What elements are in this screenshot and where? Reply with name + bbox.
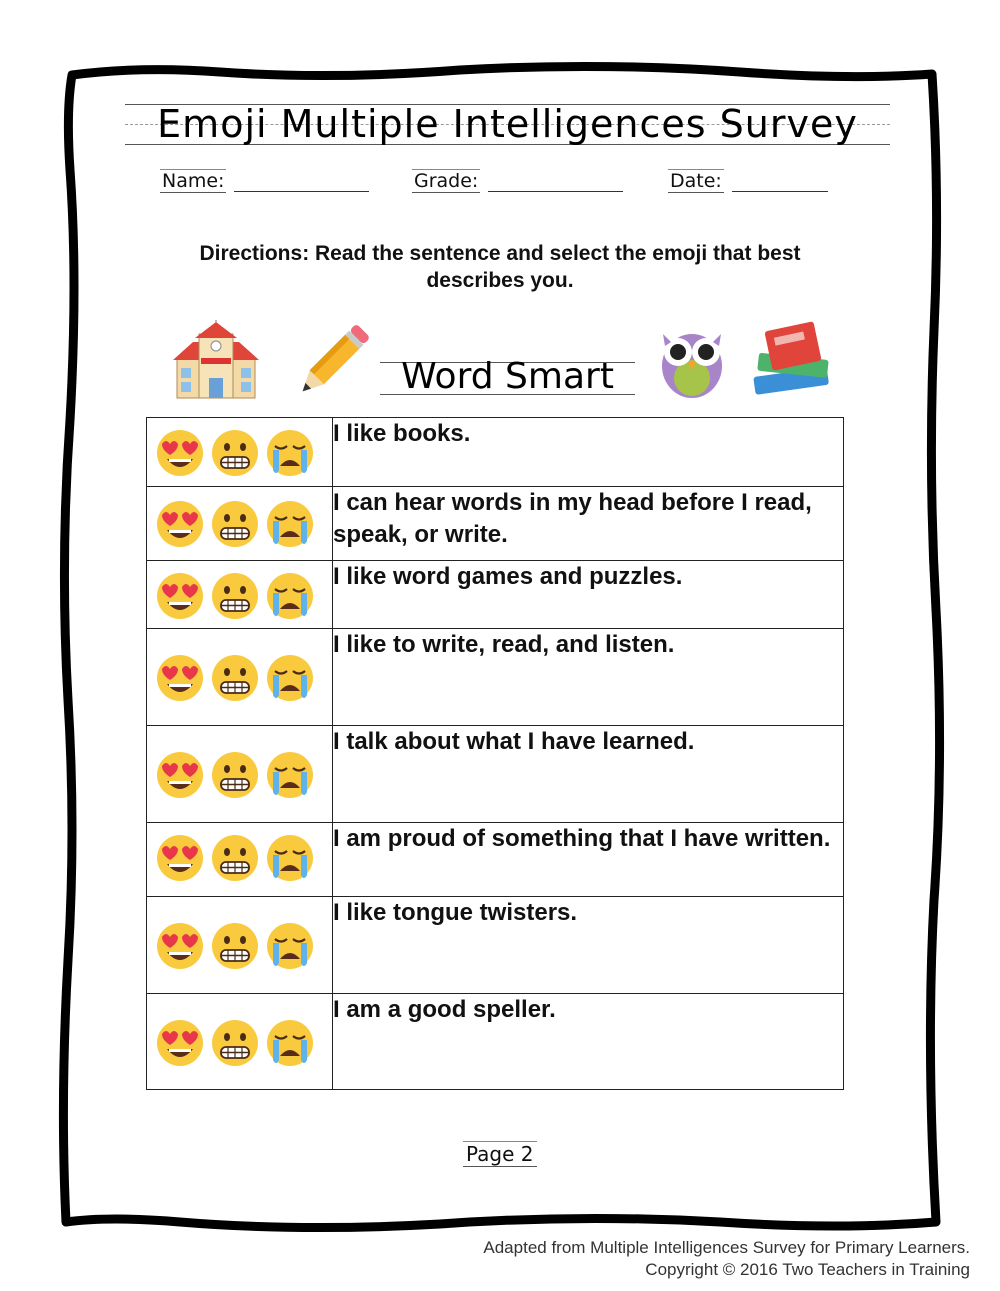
survey-table	[146, 417, 844, 1090]
survey-row	[147, 487, 844, 561]
emoji-choice-group	[155, 499, 315, 549]
emoji-choice-group	[155, 750, 315, 800]
date-label: Date:	[670, 170, 722, 192]
emoji-choice-cell	[147, 897, 333, 994]
survey-row	[147, 418, 844, 487]
grimacing-emoji[interactable]	[210, 833, 260, 883]
date-field[interactable]	[668, 170, 828, 192]
survey-row	[147, 726, 844, 823]
page-title: Emoji Multiple Intelligences Survey	[157, 102, 858, 146]
heart-eyes-emoji[interactable]	[155, 653, 205, 703]
grimacing-emoji[interactable]	[210, 921, 260, 971]
survey-row	[147, 629, 844, 726]
emoji-choice-cell	[147, 418, 333, 487]
statement-text: I like tongue twisters.	[333, 897, 844, 994]
statement-text: I like word games and puzzles.	[333, 561, 844, 629]
crying-emoji[interactable]	[265, 428, 315, 478]
crying-emoji[interactable]	[265, 833, 315, 883]
info-fields	[160, 170, 850, 196]
crying-emoji[interactable]	[265, 750, 315, 800]
emoji-choice-group	[155, 833, 315, 883]
survey-row	[147, 823, 844, 897]
school-icon	[173, 320, 259, 400]
credit-line-1: Adapted from Multiple Intelligences Survey for Primary Learners.	[483, 1238, 970, 1257]
heart-eyes-emoji[interactable]	[155, 1018, 205, 1068]
crying-emoji[interactable]	[265, 499, 315, 549]
heart-eyes-emoji[interactable]	[155, 499, 205, 549]
credit-line-2: Copyright © 2016 Two Teachers in Training	[645, 1260, 970, 1279]
heart-eyes-emoji[interactable]	[155, 750, 205, 800]
emoji-choice-group	[155, 571, 315, 621]
heart-eyes-emoji[interactable]	[155, 571, 205, 621]
crying-emoji[interactable]	[265, 921, 315, 971]
statement-text: I can hear words in my head before I read, speak, or write.	[333, 487, 844, 561]
emoji-choice-cell	[147, 726, 333, 823]
credit-text	[483, 1237, 970, 1281]
section-heading	[380, 358, 635, 398]
grimacing-emoji[interactable]	[210, 1018, 260, 1068]
grimacing-emoji[interactable]	[210, 428, 260, 478]
statement-text: I like to write, read, and listen.	[333, 629, 844, 726]
statement-text: I am proud of something that I have written.	[333, 823, 844, 897]
grade-field[interactable]	[412, 170, 623, 192]
emoji-choice-group	[155, 428, 315, 478]
emoji-choice-group	[155, 921, 315, 971]
survey-row	[147, 561, 844, 629]
grimacing-emoji[interactable]	[210, 750, 260, 800]
grimacing-emoji[interactable]	[210, 653, 260, 703]
grade-blank[interactable]	[488, 173, 623, 192]
emoji-choice-cell	[147, 823, 333, 897]
grimacing-emoji[interactable]	[210, 499, 260, 549]
crying-emoji[interactable]	[265, 571, 315, 621]
name-label: Name:	[162, 170, 225, 192]
survey-row	[147, 897, 844, 994]
statement-text: I like books.	[333, 418, 844, 487]
grade-label: Grade:	[414, 170, 479, 192]
heart-eyes-emoji[interactable]	[155, 428, 205, 478]
crying-emoji[interactable]	[265, 653, 315, 703]
name-blank[interactable]	[234, 173, 369, 192]
pencil-icon	[290, 318, 376, 404]
statement-text: I am a good speller.	[333, 994, 844, 1090]
emoji-choice-cell	[147, 487, 333, 561]
emoji-choice-group	[155, 1018, 315, 1068]
section-title: Word Smart	[401, 356, 614, 397]
heart-eyes-emoji[interactable]	[155, 833, 205, 883]
emoji-choice-group	[155, 653, 315, 703]
title-block	[125, 100, 890, 148]
grimacing-emoji[interactable]	[210, 571, 260, 621]
books-icon	[750, 320, 834, 404]
emoji-choice-cell	[147, 994, 333, 1090]
statement-text: I talk about what I have learned.	[333, 726, 844, 823]
heart-eyes-emoji[interactable]	[155, 921, 205, 971]
name-field[interactable]	[160, 170, 369, 192]
emoji-choice-cell	[147, 561, 333, 629]
survey-row	[147, 994, 844, 1090]
date-blank[interactable]	[732, 173, 828, 192]
crying-emoji[interactable]	[265, 1018, 315, 1068]
page-number: Page 2	[463, 1142, 537, 1166]
emoji-choice-cell	[147, 629, 333, 726]
directions-text: Directions: Read the sentence and select the emoji that best describes you.	[199, 242, 801, 292]
owl-icon	[653, 322, 731, 400]
